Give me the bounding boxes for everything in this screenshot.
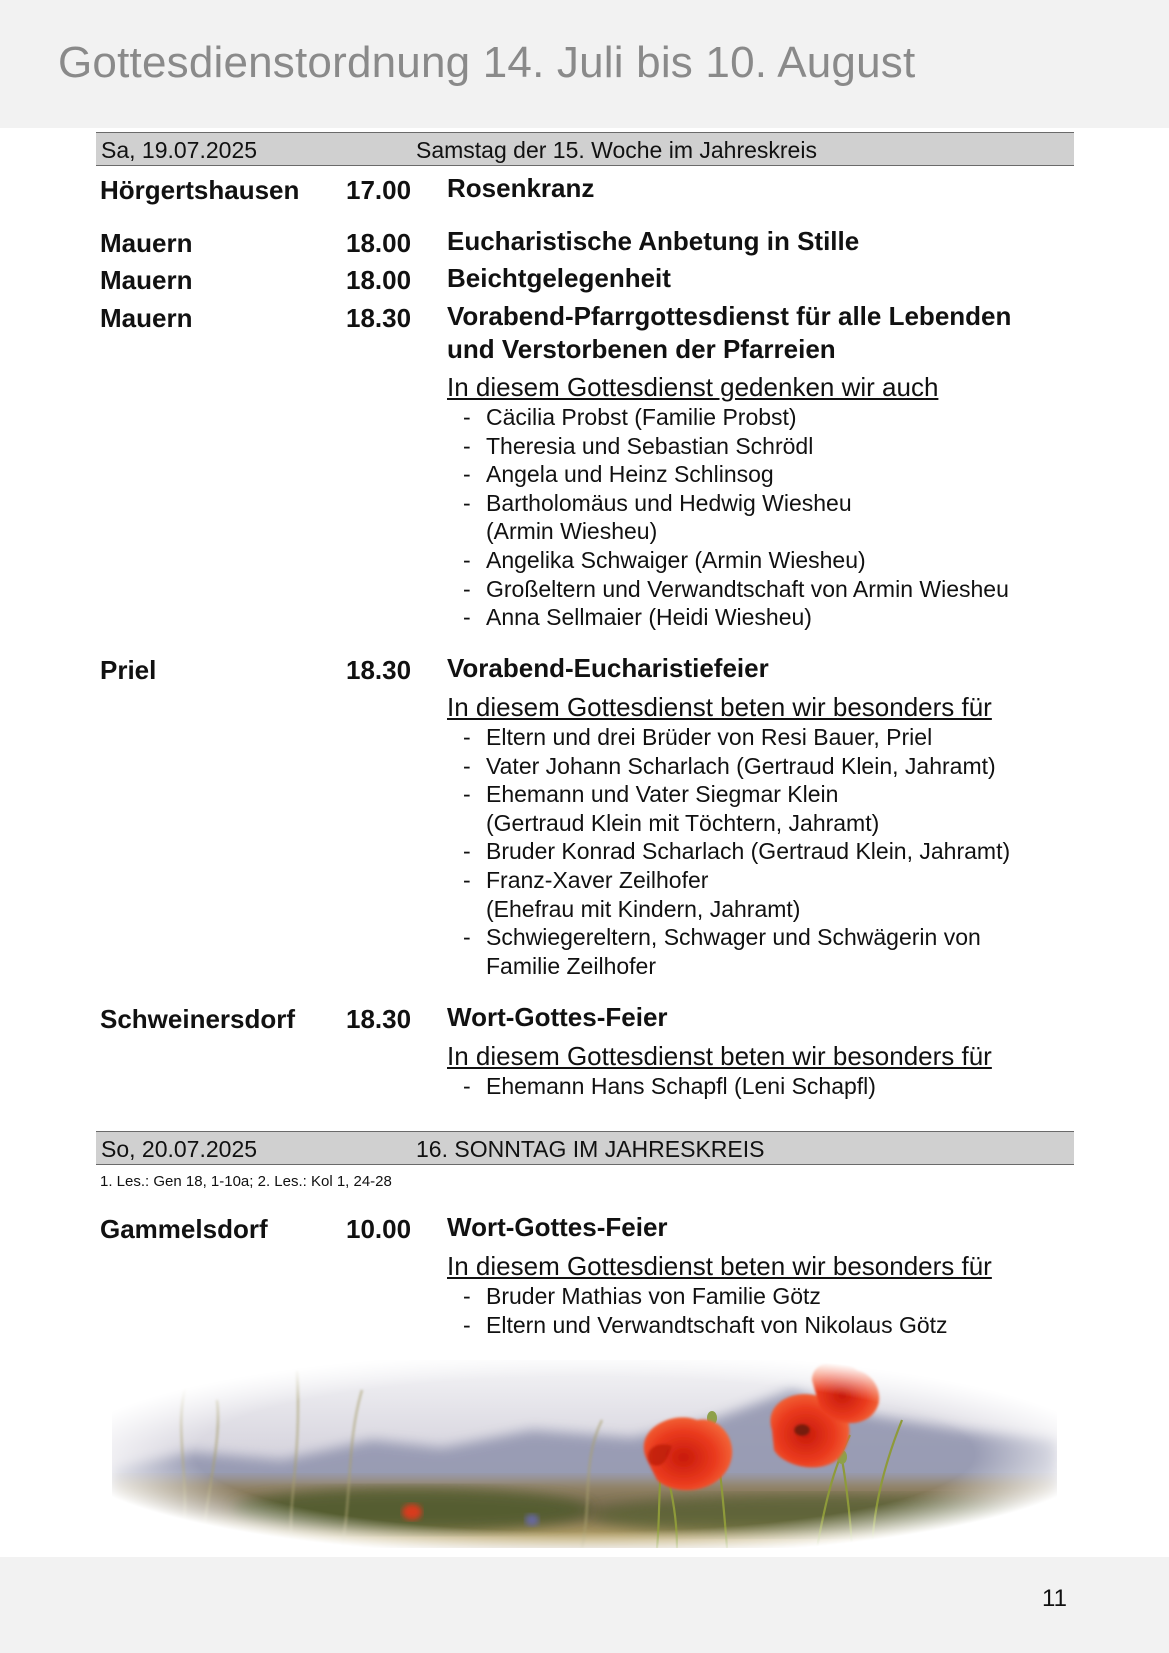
intention-list bbox=[447, 403, 1009, 632]
intention-list bbox=[447, 723, 1010, 980]
list-item: - Cäcilia Probst (Familie Probst) bbox=[463, 404, 797, 430]
list-item: - Vater Johann Scharlach (Gertraud Klein, Jahramt) bbox=[463, 752, 996, 779]
event-title-line: und Verstorbenen der Pfarreien bbox=[447, 334, 836, 364]
day-header-sunday bbox=[96, 1131, 1074, 1165]
day-date: So, 20.07.2025 bbox=[101, 1136, 258, 1162]
list-item: - Franz-Xaver Zeilhofer (Ehefrau mit Kindern, Jahramt) bbox=[463, 866, 801, 922]
readings: 1. Les.: Gen 18, 1-10a; 2. Les.: Kol 1, 24-28 bbox=[100, 1173, 392, 1190]
event-time: 17.00 bbox=[346, 175, 412, 205]
event-location: Mauern bbox=[100, 303, 193, 333]
event-location: Hörgertshausen bbox=[100, 175, 300, 205]
list-item: - Bruder Mathias von Familie Götz bbox=[463, 1283, 821, 1309]
page-number: 11 bbox=[1042, 1585, 1067, 1612]
event-time: 18.30 bbox=[346, 1004, 412, 1034]
list-item: - Eltern und Verwandtschaft von Nikolaus Götz bbox=[463, 1311, 948, 1338]
event-location: Mauern bbox=[100, 228, 193, 258]
list-item: - Bruder Konrad Scharlach (Gertraud Klein, Jahramt) bbox=[463, 838, 1011, 865]
event-time: 18.00 bbox=[346, 228, 412, 258]
event-title: Eucharistische Anbetung in Stille bbox=[447, 226, 860, 256]
poppy-field-image bbox=[112, 1360, 1057, 1548]
intention-heading: In diesem Gottesdienst beten wir besonders für bbox=[447, 1251, 992, 1281]
page-title: Gottesdienstordnung 14. Juli bis 10. August bbox=[58, 38, 916, 87]
event-title: Wort-Gottes-Feier bbox=[447, 1212, 668, 1242]
event-title: Vorabend-Eucharistiefeier bbox=[447, 653, 769, 683]
list-item: - Eltern und drei Brüder von Resi Bauer, Priel bbox=[463, 724, 933, 750]
intention-list bbox=[447, 1282, 948, 1339]
day-name: Samstag der 15. Woche im Jahreskreis bbox=[416, 137, 817, 163]
list-item: - Anna Sellmaier (Heidi Wiesheu) bbox=[463, 604, 812, 631]
day-name: 16. SONNTAG IM JAHRESKREIS bbox=[416, 1136, 765, 1162]
intention-heading: In diesem Gottesdienst gedenken wir auch bbox=[447, 372, 939, 402]
footer-band bbox=[0, 1557, 1169, 1653]
event-title: Rosenkranz bbox=[447, 173, 595, 203]
list-item: - Großeltern und Verwandtschaft von Armin Wiesheu bbox=[463, 575, 1009, 602]
day-date: Sa, 19.07.2025 bbox=[101, 137, 258, 163]
list-item: - Schwiegereltern, Schwager und Schwägerin von Familie Zeilhofer bbox=[463, 924, 981, 979]
event-title: Wort-Gottes-Feier bbox=[447, 1002, 668, 1032]
intention-heading: In diesem Gottesdienst beten wir besonders für bbox=[447, 692, 992, 722]
event-location: Schweinersdorf bbox=[100, 1004, 296, 1034]
intention-heading: In diesem Gottesdienst beten wir besonders für bbox=[447, 1041, 992, 1071]
event-time: 10.00 bbox=[346, 1214, 412, 1244]
event-location: Mauern bbox=[100, 265, 193, 295]
event-location: Gammelsdorf bbox=[100, 1214, 268, 1244]
event-title-line: Vorabend-Pfarrgottesdienst für alle Lebenden bbox=[447, 301, 1012, 331]
event-title bbox=[447, 300, 1011, 366]
list-item: - Ehemann Hans Schapfl (Leni Schapfl) bbox=[463, 1073, 876, 1099]
list-item: - Theresia und Sebastian Schrödl bbox=[463, 432, 814, 459]
day-header-saturday bbox=[96, 132, 1074, 166]
list-item: - Bartholomäus und Hedwig Wiesheu (Armin Wiesheu) bbox=[463, 489, 852, 545]
list-item: - Ehemann und Vater Siegmar Klein (Gertraud Klein mit Töchtern, Jahramt) bbox=[463, 781, 880, 836]
event-location: Priel bbox=[100, 655, 157, 685]
event-title: Beichtgelegenheit bbox=[447, 263, 671, 293]
event-time: 18.30 bbox=[346, 303, 412, 333]
event-time: 18.00 bbox=[346, 265, 412, 295]
intention-list bbox=[447, 1072, 876, 1101]
event-time: 18.30 bbox=[346, 655, 412, 685]
list-item: - Angelika Schwaiger (Armin Wiesheu) bbox=[463, 546, 866, 573]
list-item: - Angela und Heinz Schlinsog bbox=[463, 461, 774, 488]
